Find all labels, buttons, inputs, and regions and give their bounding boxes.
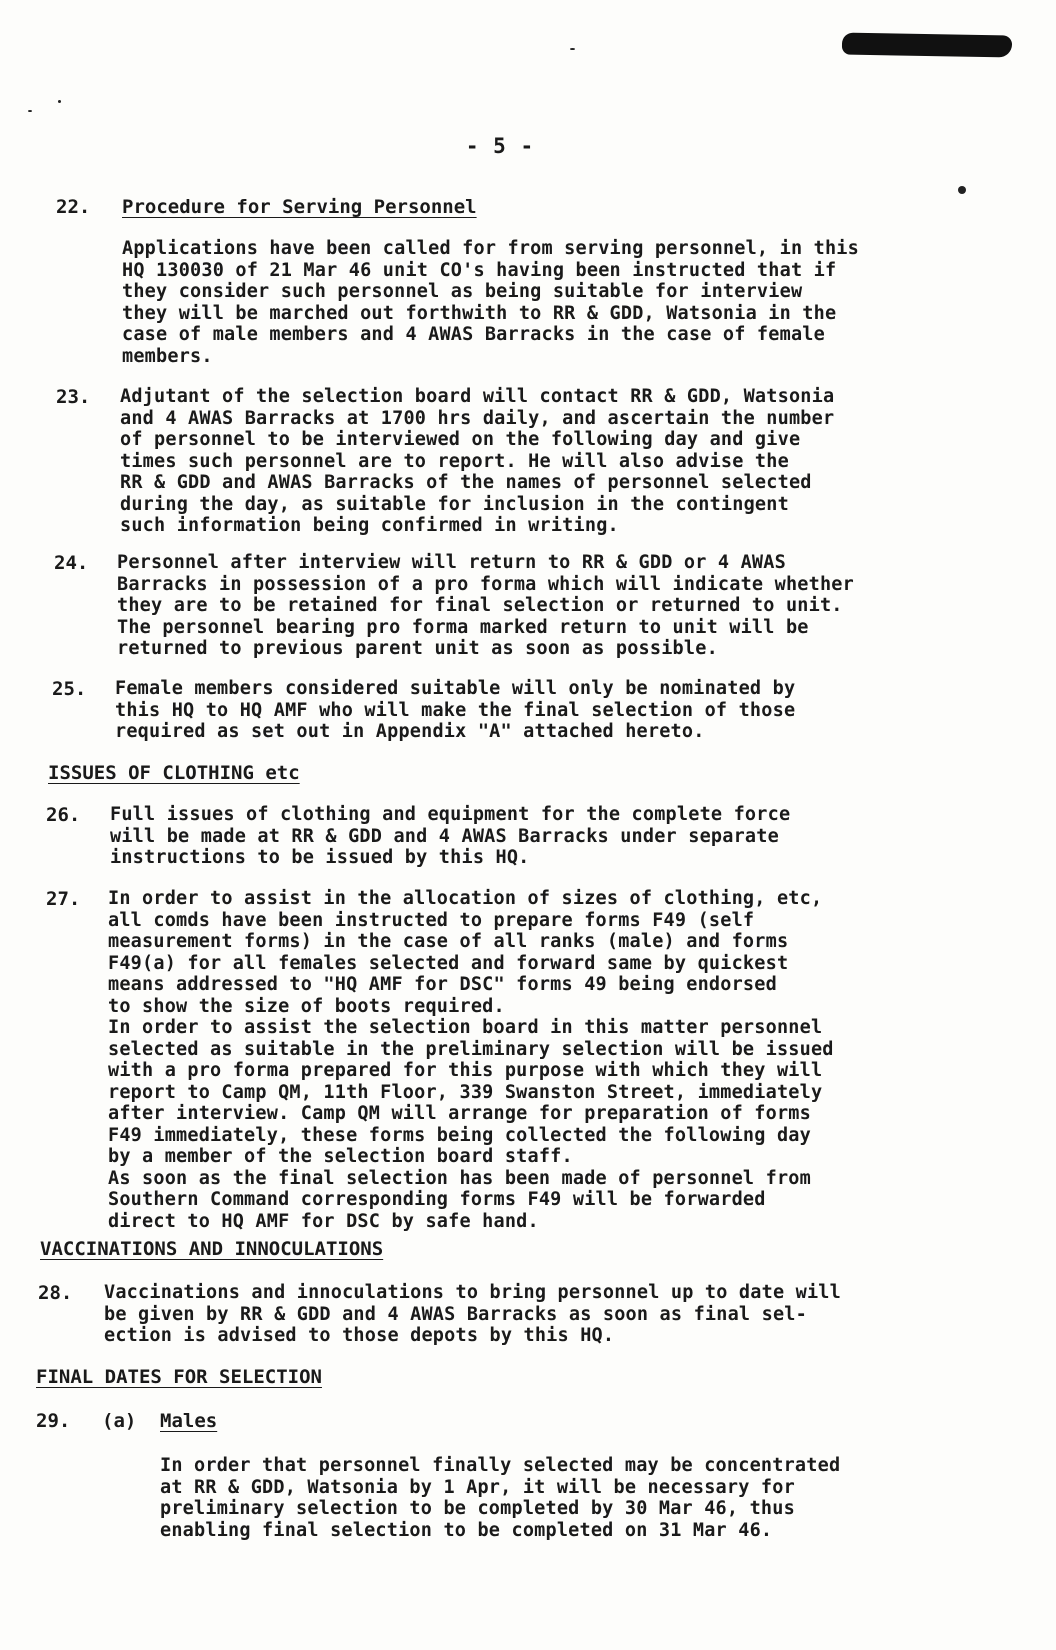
paragraph-number: 27. bbox=[46, 888, 81, 910]
paragraph-text: Female members considered suitable will only be nominated by this HQ to HQ AMF who will make the final selection of those required as set out in Appendix "A" attached hereto. bbox=[115, 678, 796, 742]
sub-heading: Males bbox=[160, 1410, 218, 1432]
paragraph-number: 24. bbox=[54, 552, 89, 574]
scan-speck bbox=[28, 110, 32, 112]
paragraph-number: 26. bbox=[46, 804, 81, 826]
scan-speck bbox=[58, 100, 61, 103]
paragraph-number: 23. bbox=[56, 386, 91, 408]
paragraph-text: Vaccinations and innoculations to bring personnel up to date will be given by RR & GDD and 4 AWAS Barracks as soon as final sel- ection is advised to those depots by this HQ. bbox=[104, 1282, 841, 1346]
paragraph-text: Personnel after interview will return to RR & GDD or 4 AWAS Barracks in possession of a pro forma which will indicate whether they are to be retained for final selection or returned to unit. The personnel bearing pro forma marked return to unit will be returned to previous parent unit as soon as possible. bbox=[117, 552, 854, 659]
paragraph-number: 28. bbox=[38, 1282, 73, 1304]
scan-speck bbox=[958, 186, 966, 194]
sub-paragraph-label: (a) bbox=[102, 1410, 137, 1432]
section-heading: ISSUES OF CLOTHING etc bbox=[48, 762, 300, 784]
redaction-mark bbox=[842, 33, 1012, 58]
paragraph-number: 29. bbox=[36, 1410, 71, 1432]
paragraph-number: 25. bbox=[52, 678, 87, 700]
paragraph-text: In order that personnel finally selected may be concentrated at RR & GDD, Watsonia by 1 Apr, it will be necessary for preliminary selection to be completed by 30 Mar 46, thus enabling final selection to be completed on 31 Mar 46. bbox=[160, 1455, 841, 1541]
section-heading: VACCINATIONS AND INNOCULATIONS bbox=[40, 1238, 384, 1260]
paragraph-text: In order to assist in the allocation of sizes of clothing, etc, all comds have been instructed to prepare forms F49 (self measurement forms) in the case of all ranks (male) and forms F49(a) for all females selected and forward same by quickest means addressed to "HQ AMF for DSC" forms 49 being endorsed to show the size of boots required. In order to assist the selection board in this matter personnel selected as suitable in the preliminary selection will be issued with a pro forma prepared for this purpose with which they will report to Camp QM, 11th Floor, 339 Swanston Street, immediately after interview. Camp QM will arrange for preparation of forms F49 immediately, these forms being collected the following day by a member of the selection board staff. As soon as the final selection has been made of personnel from Southern Command corresponding forms F49 will be forwarded direct to HQ AMF for DSC by safe hand. bbox=[108, 888, 834, 1232]
scan-speck bbox=[570, 48, 575, 50]
paragraph-number: 22. bbox=[56, 196, 91, 218]
paragraph-text: Applications have been called for from serving personnel, in this HQ 130030 of 21 Mar 46 unit CO's having been instructed that if they consider such personnel as being suitable for interview they will be marched out forthwith to RR & GDD, Watsonia in the case of male members and 4 AWAS Barracks in the case of female members. bbox=[122, 238, 859, 367]
section-heading: FINAL DATES FOR SELECTION bbox=[36, 1366, 322, 1388]
paragraph-text: Adjutant of the selection board will contact RR & GDD, Watsonia and 4 AWAS Barracks at 1700 hrs daily, and ascertain the number of personnel to be interviewed on the following day and give times such personnel are to report. He will also advise the RR & GDD and AWAS Barracks of the names of personnel selected during the day, as suitable for inclusion in the contingent such information being confirmed in writing. bbox=[120, 386, 835, 536]
page-number: - 5 - bbox=[465, 134, 535, 158]
section-heading: Procedure for Serving Personnel bbox=[122, 196, 477, 218]
paragraph-text: Full issues of clothing and equipment for the complete force will be made at RR & GDD and 4 AWAS Barracks under separate instructions to be issued by this HQ. bbox=[110, 804, 791, 868]
